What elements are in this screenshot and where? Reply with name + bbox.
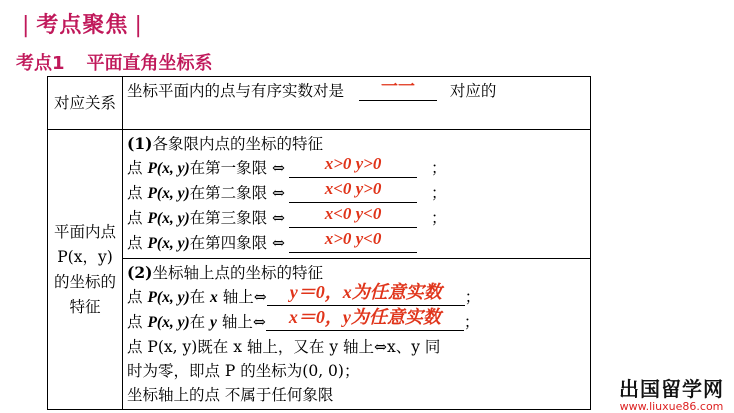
item-text: 轴上⇔ (217, 288, 267, 306)
watermark-logo (619, 373, 724, 413)
table-row (48, 259, 591, 410)
quadrant-condition: 在第三象限 ⇔ (189, 209, 286, 227)
row-header (48, 130, 123, 410)
answer-text: x<0 y<0 (324, 204, 382, 223)
item-heading: 各象限内点的坐标的特征 (152, 135, 323, 153)
list-item (127, 181, 586, 206)
item-heading: 坐标轴上点的坐标的特征 (152, 264, 323, 282)
heading-bar-right: | (134, 13, 143, 38)
watermark-url: www.liuxue86.com (619, 400, 724, 413)
answer-blank (289, 154, 417, 178)
quadrant-condition: 在第四象限 ⇔ (189, 234, 286, 252)
list-item (127, 156, 586, 181)
item-number: (2) (127, 263, 153, 282)
quadrant-condition: 在第一象限 ⇔ (189, 159, 286, 177)
item-number: (1) (127, 134, 153, 153)
item-prefix: 点 (127, 159, 148, 177)
item-prefix: 点 (127, 184, 148, 202)
item-prefix: 点 (127, 288, 148, 306)
point-symbol: P(x, y) (147, 210, 190, 227)
answer-text: 一一 (380, 77, 415, 96)
item-prefix: 点 (127, 313, 148, 331)
item-text: 轴上⇔ (216, 313, 266, 331)
answer-blank (266, 307, 464, 331)
answer-text: y＝0，x为任意实数 (289, 282, 442, 302)
statement-text: 坐标平面内的点与有序实数对是 (127, 82, 345, 100)
item-prefix: 点 (127, 234, 148, 252)
topic-label: 考点1 (16, 53, 65, 74)
table-row (48, 77, 591, 130)
row-content (123, 77, 591, 130)
table-row (48, 130, 591, 259)
answer-blank (289, 204, 417, 228)
point-symbol: P(x, y) (147, 289, 190, 306)
item-end: ； (431, 209, 447, 227)
item-end: ； (431, 184, 447, 202)
answer-text: x>0 y>0 (324, 154, 382, 173)
watermark-title: 出国留学网 (619, 377, 724, 401)
answer-text: x＝0，y为任意实数 (288, 307, 441, 327)
topic-name: 平面直角坐标系 (86, 53, 213, 74)
answer-blank (267, 282, 465, 306)
row-header: 对应关系 (48, 77, 123, 130)
answer-blank (359, 77, 437, 101)
list-item (127, 206, 586, 231)
heading-bar-left: | (22, 13, 31, 38)
item-end: ； (463, 313, 480, 331)
list-item: 坐标轴上的点 不属于任何象限 (127, 386, 334, 404)
row-content (123, 130, 591, 259)
topic-title (16, 49, 213, 75)
item-text: 在 (189, 288, 211, 306)
point-symbol: P(x, y) (147, 314, 190, 331)
axis-symbol: x (210, 289, 218, 306)
point-symbol: P(x, y) (147, 235, 190, 252)
point-symbol: P(x, y) (147, 160, 190, 177)
section-heading (16, 8, 149, 39)
row-content (123, 259, 591, 410)
quadrant-condition: 在第二象限 ⇔ (189, 184, 286, 202)
list-item (127, 231, 586, 256)
answer-blank (289, 179, 417, 203)
row-header-text: 平面内点P(x，y)的坐标的特征 (53, 222, 116, 316)
point-symbol: P(x, y) (147, 185, 190, 202)
item-prefix: 点 (127, 209, 148, 227)
answer-text: x<0 y>0 (324, 179, 382, 198)
knowledge-table (47, 76, 591, 410)
list-item: 点 P(x, y)既在 x 轴上，又在 y 轴上⇔x、y 同 (127, 338, 441, 356)
answer-blank (289, 229, 417, 253)
axis-symbol: y (210, 314, 217, 331)
item-text: 在 (189, 313, 211, 331)
item-end: ； (464, 288, 481, 306)
item-end: ； (431, 159, 447, 177)
list-item: 时为零，即点 P 的坐标为(0, 0)； (127, 362, 360, 380)
heading-title: 考点聚焦 (36, 13, 129, 38)
list-item (127, 307, 586, 335)
answer-text: x>0 y<0 (324, 229, 382, 248)
statement-end: 对应的 (449, 82, 497, 100)
